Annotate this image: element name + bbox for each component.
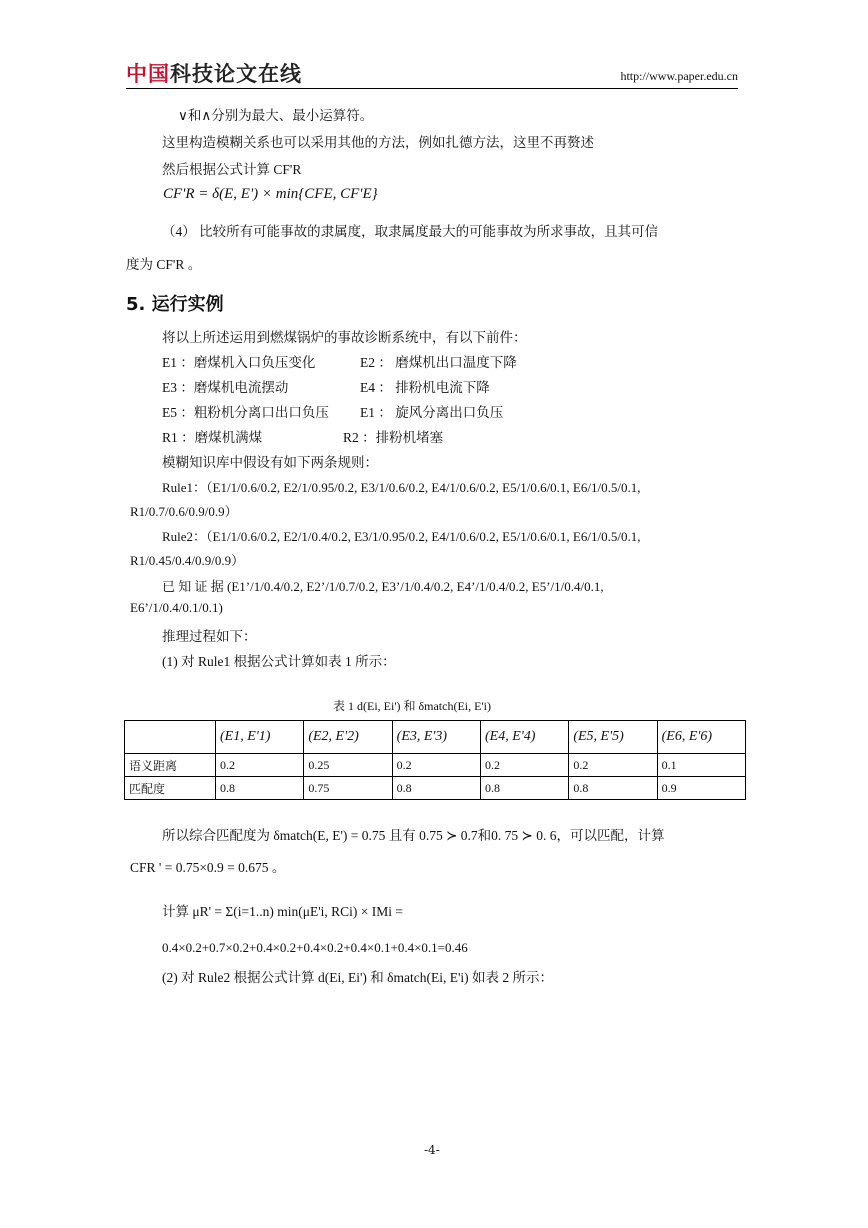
rule1-line2: R1/0.7/0.6/0.9/0.9）: [130, 504, 238, 519]
table1-header-row: [125, 721, 746, 754]
table-cell: (E4, E'4): [480, 721, 568, 754]
table-cell: 0.2: [392, 754, 480, 777]
text-step2: (2) 对 Rule2 根据公式计算 d(Ei, Ei') 和 δmatch(Ei, E'i) 如表 2 所示：: [162, 970, 554, 985]
table-cell: 0.2: [216, 754, 304, 777]
text-mu-result: 0.4×0.2+0.7×0.2+0.4×0.2+0.4×0.2+0.4×0.1+0.4×0.1=0.46: [162, 940, 468, 955]
table-cell: 0.8: [480, 777, 568, 800]
text-process: 推理过程如下：: [162, 629, 257, 644]
header-rule: [126, 88, 738, 89]
premise-e1: E1 ：磨煤机入口负压变化: [162, 355, 316, 370]
text-cf-result: CFR ' = 0.75×0.9 = 0.675 。: [130, 860, 286, 875]
table-row: [125, 777, 746, 800]
table-cell: (E6, E'6): [657, 721, 745, 754]
table-row: [125, 754, 746, 777]
table-cell: 0.8: [216, 777, 304, 800]
table-cell: (E3, E'3): [392, 721, 480, 754]
text-compute: 然后根据公式计算 CF'R: [162, 162, 302, 177]
premise-e4: E4 ： 排粉机电流下降: [360, 380, 490, 395]
text-rules-intro: 模糊知识库中假设有如下两条规则：: [162, 455, 378, 470]
text-operators: ∨和∧分别为最大、最小运算符。: [178, 108, 374, 123]
table-cell: 0.75: [304, 777, 392, 800]
text-intro: 将以上所述运用到燃煤锅炉的事故诊断系统中，有以下前件：: [162, 330, 527, 345]
premise-e3: E3 ：磨煤机电流摆动: [162, 380, 289, 395]
evidence-line1: 已 知 证 据 (E1’/1/0.4/0.2, E2’/1/0.7/0.2, E3’/1/0.4/0.2, E4’/1/0.4/0.2, E5’/1/0.4/0.1,: [162, 579, 604, 594]
table-cell: 0.2: [569, 754, 657, 777]
text-step1: (1) 对 Rule1 根据公式计算如表 1 所示：: [162, 654, 396, 669]
text-note: 这里构造模糊关系也可以采用其他的方法，例如扎德方法，这里不再赘述: [162, 135, 594, 150]
formula-mu: 计算 μR' = Σ(i=1..n) min(μE'i, RCi) × IMi =: [162, 904, 404, 919]
table-cell: (E2, E'2): [304, 721, 392, 754]
page-number: -4-: [424, 1143, 440, 1157]
header-url[interactable]: http://www.paper.edu.cn: [620, 69, 738, 83]
table-cell: (E1, E'1): [216, 721, 304, 754]
evidence-line2: E6’/1/0.4/0.1/0.1): [130, 600, 223, 615]
premise-e2: E2 ： 磨煤机出口温度下降: [360, 355, 517, 370]
table-cell: 0.1: [657, 754, 745, 777]
text-step4-end: 度为 CF'R 。: [126, 257, 202, 272]
journal-logo: 中国科技论文在线: [126, 62, 302, 86]
table-cell: 0.8: [569, 777, 657, 800]
rule1-line1: Rule1：（E1/1/0.6/0.2, E2/1/0.95/0.2, E3/1/0.6/0.2, E4/1/0.6/0.2, E5/1/0.6/0.1, E6/1/0.5/0.1,: [162, 480, 641, 495]
text-step4: （4） 比较所有可能事故的隶属度，取隶属度最大的可能事故为所求事故，且其可信: [162, 224, 659, 239]
conclusion-r2: R2 ：排粉机堵塞: [343, 430, 444, 445]
table-cell: 0.8: [392, 777, 480, 800]
premise-e5: E5 ：粗粉机分离口出口负压: [162, 405, 329, 420]
table-cell: 语义距离: [125, 754, 216, 777]
text-match-result: 所以综合匹配度为 δmatch(E, E') = 0.75 且有 0.75 ≻ 0.7和0. 75 ≻ 0. 6，可以匹配，计算: [162, 828, 665, 843]
formula-cf: CF'R = δ(E, E') × min{CFE, CF'E}: [163, 186, 378, 202]
table-cell: 0.9: [657, 777, 745, 800]
table1: [124, 720, 746, 800]
table-cell: 匹配度: [125, 777, 216, 800]
conclusion-r1: R1 ：磨煤机满煤: [162, 430, 263, 445]
table-cell: 0.2: [480, 754, 568, 777]
section-title: 5. 运行实例: [126, 294, 224, 315]
table-cell: 0.25: [304, 754, 392, 777]
rule2-line1: Rule2：（E1/1/0.6/0.2, E2/1/0.4/0.2, E3/1/0.95/0.2, E4/1/0.6/0.2, E5/1/0.6/0.1, E6/1/0.5/0.1,: [162, 529, 641, 544]
rule2-line2: R1/0.45/0.4/0.9/0.9）: [130, 553, 245, 568]
table1-caption: 表 1 d(Ei, Ei') 和 δmatch(Ei, E'i): [333, 699, 491, 713]
table-cell: (E5, E'5): [569, 721, 657, 754]
premise-e6: E1 ： 旋风分离出口负压: [360, 405, 504, 420]
table-cell: [125, 721, 216, 754]
